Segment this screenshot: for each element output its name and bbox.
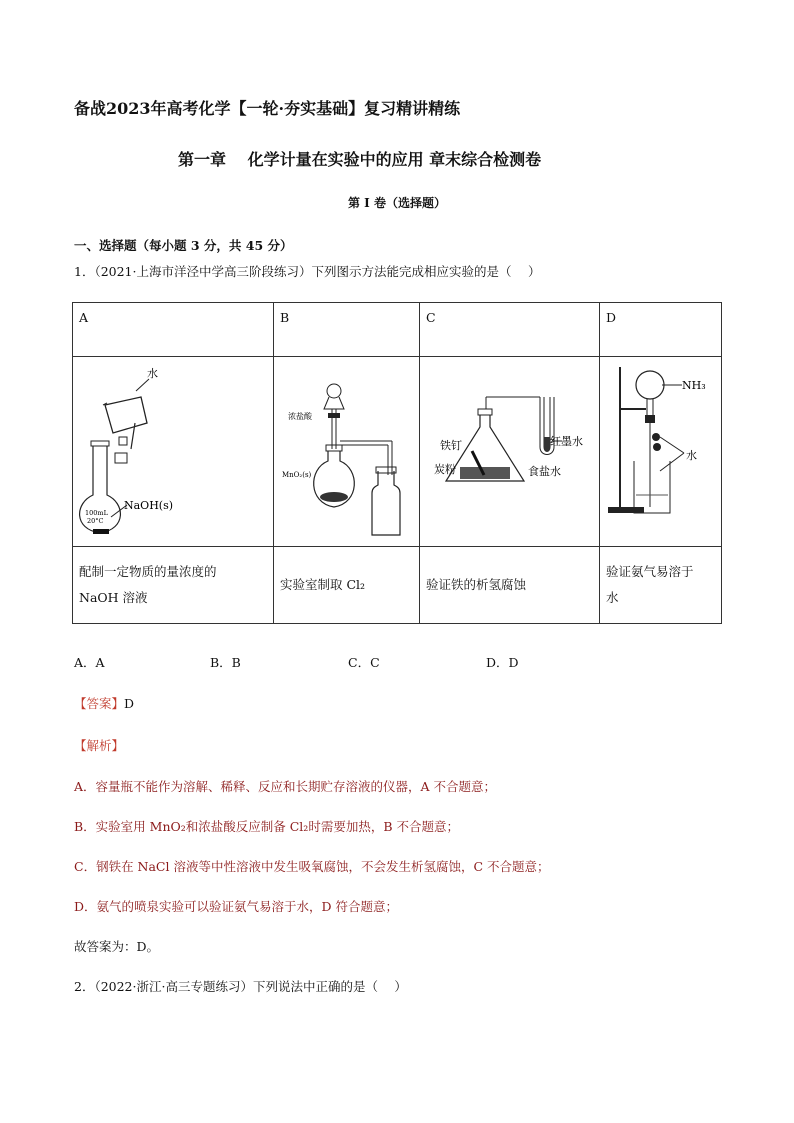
volume-title: 第 I 卷（选择题） (348, 196, 446, 210)
desc-a-line1: 配制一定物质的量浓度的 (79, 564, 217, 579)
desc-a (73, 547, 274, 624)
header-a: A (73, 303, 274, 357)
label-flask-temp: 20°C (87, 517, 104, 525)
label-iron-nail: 铁钉 (440, 439, 462, 452)
analysis-heading (74, 736, 124, 754)
desc-c-line1: 验证铁的析氢腐蚀 (426, 577, 527, 592)
desc-b-line1: 实验室制取 Cl₂ (280, 577, 366, 592)
figure-c-cell (420, 357, 600, 547)
desc-b (274, 547, 420, 624)
option-d: D．D (486, 655, 519, 670)
analysis-label: 【解析】 (74, 738, 125, 753)
question-2-stem: 2．（2022·浙江·高三专题练习）下列说法中正确的是（ ） (74, 979, 407, 994)
option-c: C．C (348, 655, 380, 670)
label-conc-hcl: 浓盐酸 (288, 412, 312, 421)
header-c: C (420, 303, 600, 357)
label-flask-volume: 100mL (85, 509, 108, 517)
header-d: D (600, 303, 722, 357)
analysis-line-a: A．容量瓶不能作为溶解、稀释、反应和长期贮存溶液的仪器，A 不合题意； (74, 779, 497, 794)
label-salt-water: 食盐水 (528, 465, 561, 478)
desc-d (600, 547, 722, 624)
answer-label: 【答案】 (74, 696, 125, 711)
desc-c (420, 547, 600, 624)
ammonia-fountain-figure (600, 357, 721, 543)
answer-line (74, 694, 134, 712)
option-b: B．B (210, 655, 241, 670)
answer-value: D (124, 696, 135, 711)
label-carbon: 炭粉 (434, 463, 456, 476)
label-mno2: MnO₂(s) (282, 471, 312, 479)
option-a: A．A (74, 655, 105, 670)
chlorine-generator-figure (274, 357, 419, 543)
analysis-line-c: C．钢铁在 NaCl 溶液等中性溶液中发生吸氧腐蚀，不会发生析氢腐蚀，C 不合题意； (74, 859, 550, 874)
desc-a-line2: NaOH 溶液 (79, 590, 148, 605)
desc-d-line2: 水 (606, 590, 619, 605)
volumetric-flask-figure (73, 357, 273, 543)
figure-b-cell (274, 357, 420, 547)
header-b: B (274, 303, 420, 357)
experiment-table (72, 302, 722, 624)
label-nh3: NH₃ (682, 379, 706, 392)
analysis-line-d: D．氨气的喷泉实验可以验证氨气易溶于水，D 符合题意； (74, 899, 399, 914)
figure-d-cell (600, 357, 722, 547)
label-red-ink: 红墨水 (550, 435, 583, 448)
label-naoh: NaOH(s) (124, 499, 174, 512)
desc-d-line1: 验证氨气易溶于 (606, 564, 694, 579)
question-1-stem: 1．（2021·上海市洋泾中学高三阶段练习）下列图示方法能完成相应实验的是（ ） (74, 264, 541, 279)
figure-a-cell (73, 357, 274, 547)
label-water-a: 水 (147, 367, 158, 380)
series-title: 备战2023年高考化学【一轮·夯实基础】复习精讲精练 (74, 99, 461, 118)
analysis-line-b: B．实验室用 MnO₂和浓盐酸反应制备 Cl₂时需要加热，B 不合题意； (74, 819, 459, 834)
section-title: 一、选择题（每小题 3 分，共 45 分） (74, 238, 293, 253)
label-water-d: 水 (686, 449, 697, 462)
conclusion: 故答案为：D。 (74, 939, 160, 954)
chapter-title: 第一章 化学计量在实验中的应用 章末综合检测卷 (178, 150, 542, 169)
iron-corrosion-figure (420, 357, 599, 543)
